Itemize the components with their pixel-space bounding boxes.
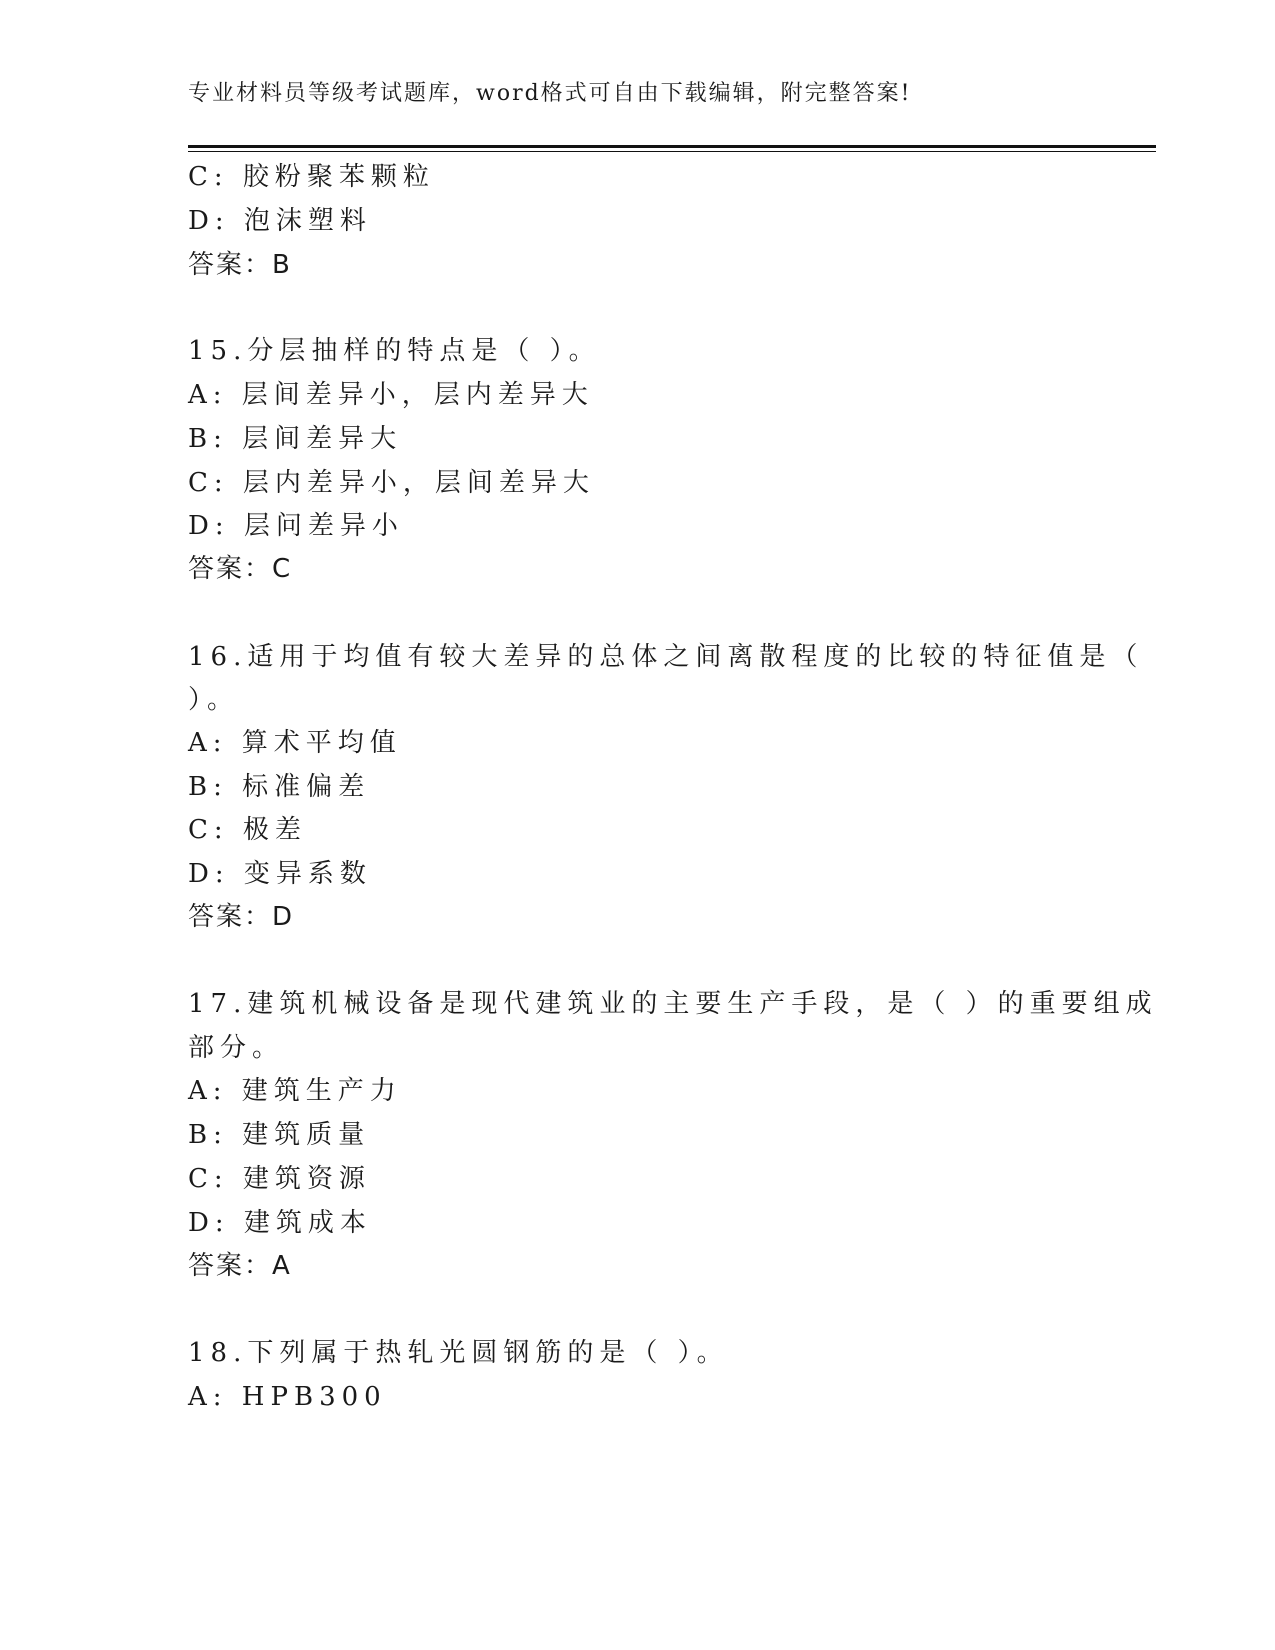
header-rule-thin: [188, 151, 1156, 152]
q16-option-d: D: 变异系数: [188, 859, 372, 889]
page-header: 专业材料员等级考试题库，word格式可自由下载编辑，附完整答案!: [188, 81, 912, 106]
q17-option-a: A: 建筑生产力: [188, 1076, 402, 1106]
q14-option-c: C: 胶粉聚苯颗粒: [188, 162, 435, 192]
q16-option-b: B: 标准偏差: [188, 772, 371, 802]
q17-question: 17.建筑机械设备是现代建筑业的主要生产手段，是（ ）的重要组成: [188, 989, 1158, 1019]
q17-option-b: B: 建筑质量: [188, 1120, 371, 1150]
q16-question-cont: ）。: [188, 685, 240, 715]
q18-question: 18.下列属于热轧光圆钢筋的是（ ）。: [188, 1338, 729, 1368]
q17-option-d: D: 建筑成本: [188, 1208, 372, 1238]
header-rule-thick: [188, 145, 1156, 148]
q17-question-cont: 部分。: [188, 1033, 285, 1063]
q15-answer: 答案：C: [188, 554, 293, 584]
q16-option-a: A: 算术平均值: [188, 728, 402, 758]
q15-option-a: A: 层间差异小，层内差异大: [188, 380, 594, 410]
q16-answer: 答案：D: [188, 902, 295, 932]
q17-option-c: C: 建筑资源: [188, 1164, 371, 1194]
q15-option-b: B: 层间差异大: [188, 424, 403, 454]
q15-option-d: D: 层问差异小: [188, 511, 404, 541]
q17-answer: 答案：A: [188, 1251, 292, 1281]
q15-option-c: C: 层内差异小，层间差异大: [188, 468, 595, 498]
q16-option-c: C: 极差: [188, 815, 307, 845]
q14-answer: 答案：B: [188, 250, 292, 280]
q18-option-a: A: HPB300: [188, 1382, 387, 1412]
q15-question: 15.分层抽样的特点是（ ）。: [188, 336, 601, 366]
q14-option-d: D: 泡沫塑料: [188, 206, 372, 236]
q16-question: 16.适用于均值有较大差异的总体之间离散程度的比较的特征值是（: [188, 642, 1144, 672]
